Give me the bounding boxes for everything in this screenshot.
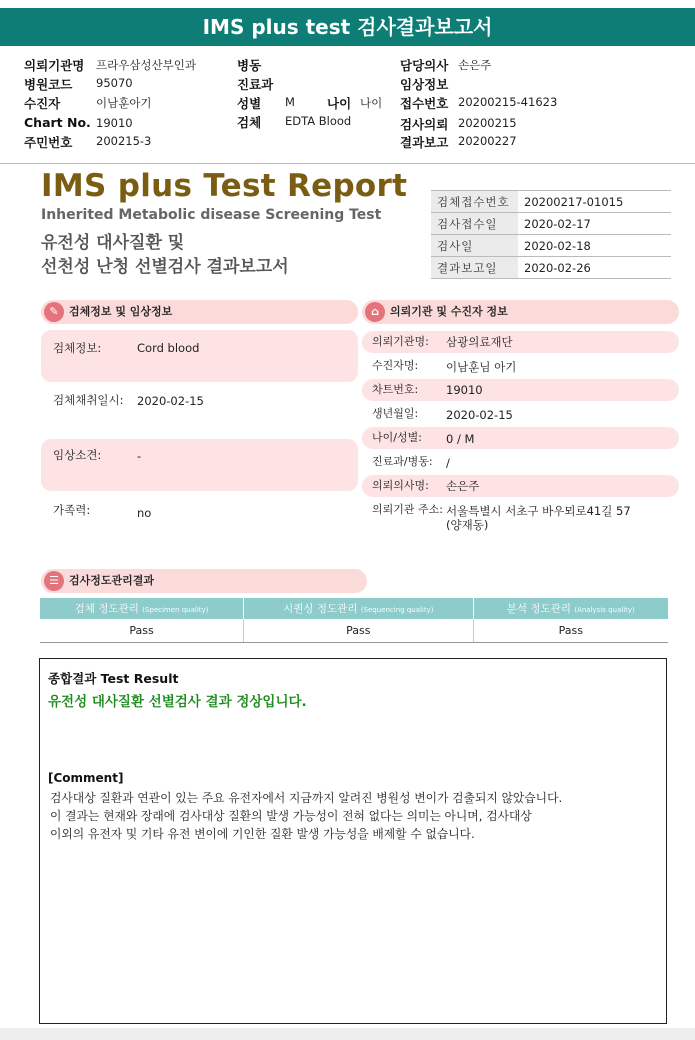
patient-row [362, 403, 679, 425]
quality-table [40, 598, 668, 643]
table-row [431, 235, 671, 257]
specimen-row [41, 439, 358, 491]
meta-label: 검사접수일 [431, 213, 518, 235]
report-header-bar [0, 8, 695, 46]
info-label: 성별 [237, 96, 262, 111]
table-row [40, 619, 668, 642]
result-summary: 유전성 대사질환 선별검사 결과 정상입니다. [48, 694, 307, 710]
section-title: 의뢰기관 및 수진자 정보 [390, 305, 508, 318]
info-value: 손은주 [458, 58, 492, 72]
patient-row [362, 355, 679, 377]
row-label: 차트번호: [372, 383, 419, 396]
patient-info-block [0, 52, 695, 160]
checklist-icon: ☰ [44, 571, 64, 591]
column-label: 분석 정도관리 [506, 603, 571, 615]
row-value: no [137, 506, 152, 520]
meta-value: 2020-02-26 [518, 257, 671, 279]
table-row [431, 257, 671, 279]
divider [0, 163, 695, 164]
row-label: 의뢰기관 주소: [372, 503, 443, 516]
column-label: 검체 정도관리 [74, 603, 139, 615]
hospital-icon: ⌂ [365, 302, 385, 322]
info-label: Chart No. [24, 115, 91, 130]
row-value-continued: (양재동) [446, 518, 489, 532]
specimen-row [41, 496, 358, 536]
meta-value: 2020-02-17 [518, 213, 671, 235]
info-label: 병원코드 [24, 77, 73, 92]
row-label: 생년월일: [372, 407, 419, 420]
column-label-en: (Specimen quality) [142, 606, 209, 614]
row-value: 2020-02-15 [446, 408, 513, 422]
info-value: 20200215 [458, 116, 517, 130]
table-header-row [40, 598, 668, 619]
column-label: 시퀀싱 정도관리 [283, 603, 358, 615]
info-label: 검체 [237, 115, 262, 130]
patient-row [362, 499, 679, 535]
row-label: 나이/성별: [372, 431, 422, 444]
column-header [473, 598, 668, 619]
info-value: 나이 [360, 96, 383, 110]
patient-row [362, 379, 679, 401]
info-label: 의뢰기관명 [24, 58, 85, 73]
test-result-box [39, 658, 667, 1024]
row-label: 검체정보: [53, 341, 102, 355]
info-label: 담당의사 [400, 58, 449, 73]
meta-label: 검체접수번호 [431, 191, 518, 213]
clipboard-icon: ✎ [44, 302, 64, 322]
row-label: 의뢰의사명: [372, 479, 429, 492]
meta-label: 검사일 [431, 235, 518, 257]
row-label: 의뢰기관명: [372, 335, 429, 348]
info-label: 임상정보 [400, 77, 449, 92]
row-value: 삼광의료재단 [446, 335, 513, 349]
report-korean-title-line2: 선천성 난청 선별검사 결과보고서 [41, 257, 289, 277]
row-label: 임상소견: [53, 448, 102, 462]
quality-value: Pass [244, 619, 474, 642]
info-value: 20200215-41623 [458, 95, 558, 109]
comment-heading: [Comment] [48, 771, 124, 785]
meta-value: 20200217-01015 [518, 191, 671, 213]
meta-label: 결과보고일 [431, 257, 518, 279]
row-value: 손은주 [446, 479, 480, 493]
quality-value: Pass [473, 619, 668, 642]
report-korean-title-line1: 유전성 대사질환 및 [41, 233, 185, 253]
report-title: IMS plus Test Report [41, 168, 408, 204]
info-label: 결과보고 [400, 135, 449, 150]
row-value: 19010 [446, 383, 483, 397]
row-label: 검체채취일시: [53, 393, 124, 407]
patient-row [362, 427, 679, 449]
info-label: 진료과 [237, 77, 274, 92]
row-value: 서울특별시 서초구 바우뫼로41길 57 [446, 504, 631, 518]
column-label-en: (Analysis quality) [574, 606, 635, 614]
info-value: EDTA Blood [285, 114, 352, 128]
row-value: 0 / M [446, 432, 475, 446]
info-value: 20200227 [458, 134, 517, 148]
page-bottom-strip [0, 1028, 695, 1040]
column-label-en: (Sequencing quality) [360, 606, 434, 614]
specimen-section-heading [41, 300, 358, 324]
row-value: 이남훈님 아기 [446, 360, 517, 374]
specimen-row [41, 330, 358, 382]
row-value: 2020-02-15 [137, 394, 204, 408]
info-label: 나이 [327, 96, 352, 111]
quality-value: Pass [40, 619, 244, 642]
result-title: 종합결과 Test Result [48, 671, 179, 686]
row-label: 가족력: [53, 503, 91, 517]
quality-section-heading [41, 569, 367, 593]
info-value: 프라우삼성산부인과 [96, 58, 196, 72]
info-value: 200215-3 [96, 134, 152, 148]
info-label: 접수번호 [400, 96, 449, 111]
patient-row [362, 331, 679, 353]
row-value: Cord blood [137, 341, 200, 355]
info-label: 검사의뢰 [400, 117, 449, 132]
row-label: 진료과/병동: [372, 455, 433, 468]
meta-value: 2020-02-18 [518, 235, 671, 257]
info-label: 주민번호 [24, 135, 73, 150]
info-value: 95070 [96, 76, 133, 90]
specimen-row [41, 386, 358, 436]
comment-line: 검사대상 질환과 연관이 있는 주요 유전자에서 지금까지 알려진 병원성 변이가 검출되지 않았습니다. [50, 791, 563, 805]
patient-row [362, 451, 679, 473]
table-row [431, 213, 671, 235]
info-value: 19010 [96, 116, 133, 130]
table-row [431, 191, 671, 213]
section-title: 검사정도관리결과 [69, 574, 155, 587]
report-subtitle: Inherited Metabolic disease Screening Test [41, 207, 382, 223]
info-label: 병동 [237, 58, 262, 73]
report-dates-table [431, 190, 671, 279]
section-title: 검체정보 및 임상정보 [69, 305, 173, 318]
comment-line: 이 결과는 현재와 장래에 검사대상 질환의 발생 가능성이 전혀 없다는 의미는 아니며, 검사대상 [50, 809, 532, 823]
info-value: 이남훈아기 [96, 96, 152, 110]
row-value: / [446, 456, 450, 470]
patient-section-heading [362, 300, 679, 324]
column-header [40, 598, 244, 619]
info-label: 수진자 [24, 96, 61, 111]
header-title: IMS plus test 검사결과보고서 [202, 15, 493, 39]
patient-row [362, 475, 679, 497]
comment-line: 이외의 유전자 및 기타 유전 변이에 기인한 질환 발생 가능성을 배제할 수 없습니다. [50, 827, 475, 841]
info-value: M [285, 95, 295, 109]
column-header [244, 598, 474, 619]
row-value: - [137, 449, 142, 463]
row-label: 수진자명: [372, 359, 419, 372]
